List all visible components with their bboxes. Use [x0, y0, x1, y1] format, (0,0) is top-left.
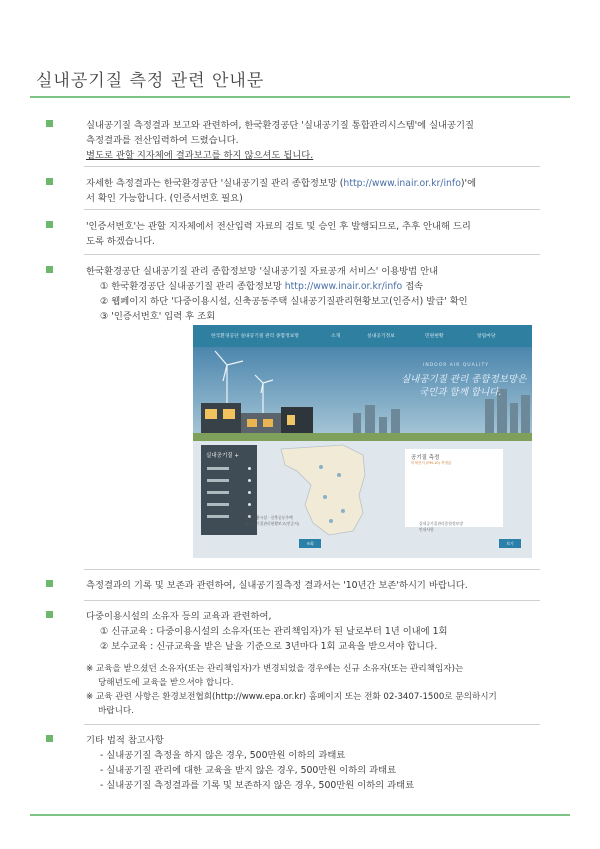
section-detail-results: [46, 176, 560, 206]
nav-item: 알림마당: [477, 334, 496, 339]
text-line: 실내공기질 측정결과 보고와 관련하여, 한국환경공단 '실내공기질 통합관리시스템'에 실내공기질: [86, 120, 474, 131]
section-heading: 다중이용시설의 소유자 등의 교육과 관련하여,: [86, 611, 272, 622]
bottom-rule: [30, 814, 570, 816]
inair-link[interactable]: http://www.inair.or.kr/info: [343, 178, 461, 189]
step-2: ② 웹페이지 하단 '다중이용시설, 신축공동주택 실내공기질관리현황보고(인증서) 발급' 확인: [100, 296, 468, 307]
divider: [84, 254, 540, 255]
section-result-report: [46, 118, 560, 163]
divider: [84, 724, 540, 725]
note-1-cont: 당해년도에 교육을 받으셔야 합니다.: [98, 678, 234, 688]
screenshot-view-button[interactable]: 보기: [499, 539, 521, 548]
menu-item: [207, 479, 253, 483]
education-item-1: ① 신규교육 : 다중이용시설의 소유자(또는 관리책임자)가 된 날로부터 1년 이내에 1회: [100, 626, 448, 637]
text-line: 도록 하겠습니다.: [86, 236, 155, 247]
section-heading: 한국환경공단 실내공기질 관리 종합정보망 '실내공기질 자료공개 서비스' 이용방법 안내: [86, 266, 439, 277]
note-2: ※ 교육 관련 사항은 환경보전협회(http://www.epa.or.kr) 홈페이지 또는 전화 02-3407-1500로 문의하시기: [86, 692, 497, 702]
bullet-square-icon: [46, 120, 53, 127]
step-3: ③ '인증서번호' 입력 후 조회: [100, 311, 216, 322]
inair-link[interactable]: http://www.inair.or.kr/info: [284, 281, 403, 292]
right-panel-sub: 미세먼지 (PM-10) 측정값: [411, 461, 452, 465]
menu-item: [207, 503, 253, 507]
right-panel-title: 공기질 측정: [411, 455, 440, 461]
underline-notice: 별도로 관할 지자체에 결과보고를 하지 않으셔도 됩니다.: [86, 150, 314, 161]
nav-item: 민원현황: [425, 334, 444, 339]
notice-text: 실내공기질관리종합정보망 안내사항: [419, 521, 464, 532]
hero-slogan: 실내공기질 관리 종합정보망은 국민과 함께 합니다.: [401, 374, 527, 398]
title-rule: [30, 96, 570, 98]
bullet-square-icon: [46, 611, 53, 618]
left-panel-title: 실내공기질 +: [206, 453, 239, 459]
certificate-link-text: 다중이용시설 · 신축공동주택 실내공기질관리현황보고(인증서): [245, 515, 300, 526]
menu-item: [207, 491, 253, 495]
website-screenshot: [193, 325, 532, 558]
legal-item: - 실내공기질 측정결과를 기록 및 보존하지 않은 경우, 500만원 이하의 과태료: [100, 780, 415, 791]
bullet-square-icon: [46, 266, 53, 273]
menu-item: [207, 467, 253, 471]
nav-item: 소개: [331, 334, 341, 339]
section-education: [46, 609, 560, 718]
screenshot-search-button[interactable]: 조회: [299, 539, 321, 548]
nav-item: 실내공기정보: [367, 334, 395, 339]
site-nav-bar: [193, 325, 532, 347]
section-legal-reference: [46, 733, 560, 793]
section-certificate-number: [46, 219, 560, 249]
legal-item: - 실내공기질 측정을 하지 않은 경우, 500만원 이하의 과태료: [100, 750, 346, 761]
bullet-square-icon: [46, 221, 53, 228]
bullet-square-icon: [46, 178, 53, 185]
section-usage-guide: [46, 264, 560, 324]
legal-item: - 실내공기질 관리에 대한 교육을 받지 않은 경우, 500만원 이하의 과태료: [100, 765, 397, 776]
divider: [84, 166, 540, 167]
text-line: 서 확인 가능합니다. (인증서번호 필요): [86, 193, 243, 204]
text-line: 자세한 측정결과는 한국환경공단 '실내공기질 관리 종합정보망 (http://www.inair.or.kr/info)'에: [86, 178, 477, 189]
hero-eng: INDOOR AIR QUALITY: [423, 363, 490, 368]
grass-strip: [193, 433, 532, 441]
text-line: 측정결과를 전산입력하여 드렸습니다.: [86, 135, 239, 146]
divider: [84, 569, 540, 570]
section-record-keeping: [46, 578, 560, 593]
divider: [84, 209, 540, 210]
site-logo: 한국환경공단 실내공기질 관리 종합정보망: [211, 334, 299, 339]
note-1: ※ 교육을 받으셨던 소유자(또는 관리책임자)가 변경되었을 경우에는 신규 소유자(또는 관리책임자)는: [86, 664, 464, 674]
bullet-square-icon: [46, 735, 53, 742]
divider: [84, 600, 540, 601]
education-item-2: ② 보수교육 : 신규교육을 받은 날을 기준으로 3년마다 1회 교육을 받으셔야 합니다.: [100, 641, 438, 652]
note-2-cont: 바랍니다.: [98, 706, 134, 716]
section-heading: 기타 법적 참고사항: [86, 735, 164, 746]
page-title: 실내공기질 측정 관련 안내문: [36, 71, 265, 91]
air-quality-panel: [405, 449, 503, 527]
text-line: '인증서번호'는 관할 지자체에서 전산입력 자료의 검토 및 승인 후 발행되므로, 추후 안내해 드리: [86, 221, 471, 232]
text-line: 측정결과의 기록 및 보존과 관련하여, 실내공기질측정 결과서는 '10년간 보존'하시기 바랍니다.: [86, 580, 468, 591]
bullet-square-icon: [46, 580, 53, 587]
step-1: ① 한국환경공단 실내공기질 관리 종합정보망 http://www.inair.or.kr/info 접속: [100, 281, 424, 292]
